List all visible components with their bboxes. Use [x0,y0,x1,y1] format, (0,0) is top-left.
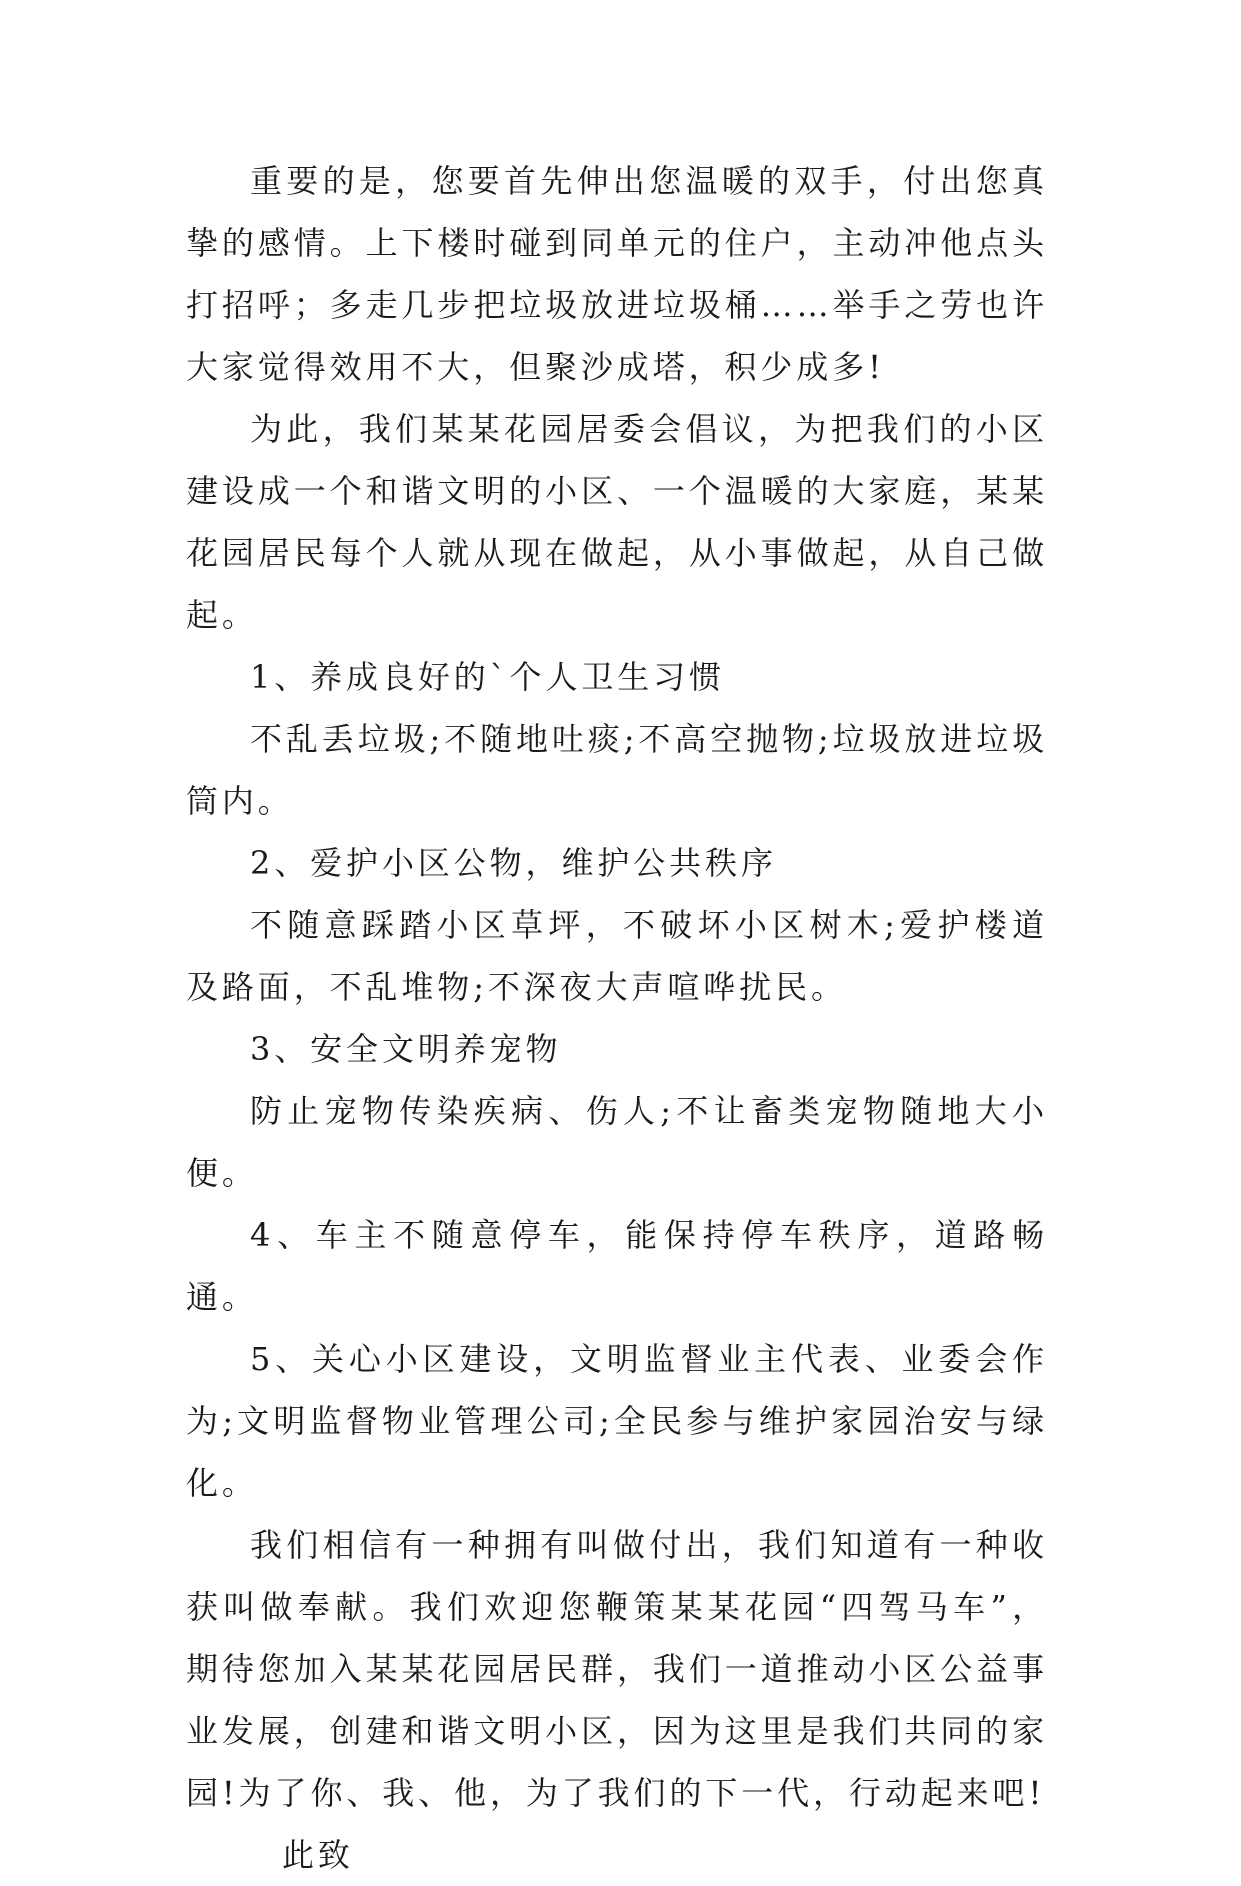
paragraph-continued: 重要的是，您要首先伸出您温暖的双手，付出您真挚的感情。上下楼时碰到同单元的住户，主动冲他点头打招呼；多走几步把垃圾放进垃圾桶……举手之劳也许大家觉得效用不大，但聚沙成塔，积少成多! [186,162,1048,386]
paragraph-closing-appeal: 我们相信有一种拥有叫做付出，我们知道有一种收获叫做奉献。我们欢迎您鞭策某某花园“四驾马车”，期待您加入某某花园居民群，我们一道推动小区公益事业发展，创建和谐文明小区，因为这里是我们共同的家园!为了你、我、他，为了我们的下一代，行动起来吧! [186,1526,1048,1812]
paragraph-initiative: 为此，我们某某花园居委会倡议，为把我们的小区建设成一个和谐文明的小区、一个温暖的大家庭，某某花园居民每个人就从现在做起，从小事做起，从自己做起。 [186,410,1048,634]
item-3-heading: 3、安全文明养宠物 [250,1030,562,1068]
document-body [186,150,1048,1886]
item-1-heading: 1、养成良好的`个人卫生习惯 [250,658,725,696]
salutation-closing: 此致 [282,1836,354,1874]
item-2-heading: 2、爱护小区公物，维护公共秩序 [250,844,777,882]
item-3-body: 防止宠物传染疾病、伤人;不让畜类宠物随地大小便。 [186,1092,1048,1192]
item-5: 5、关心小区建设，文明监督业主代表、业委会作为;文明监督物业管理公司;全民参与维护家园治安与绿化。 [186,1340,1048,1502]
item-2-body: 不随意踩踏小区草坪，不破坏小区树木;爱护楼道及路面，不乱堆物;不深夜大声喧哗扰民。 [186,906,1048,1006]
item-1-body: 不乱丢垃圾;不随地吐痰;不高空抛物;垃圾放进垃圾筒内。 [186,720,1048,820]
item-4: 4、车主不随意停车，能保持停车秩序，道路畅通。 [186,1216,1048,1316]
